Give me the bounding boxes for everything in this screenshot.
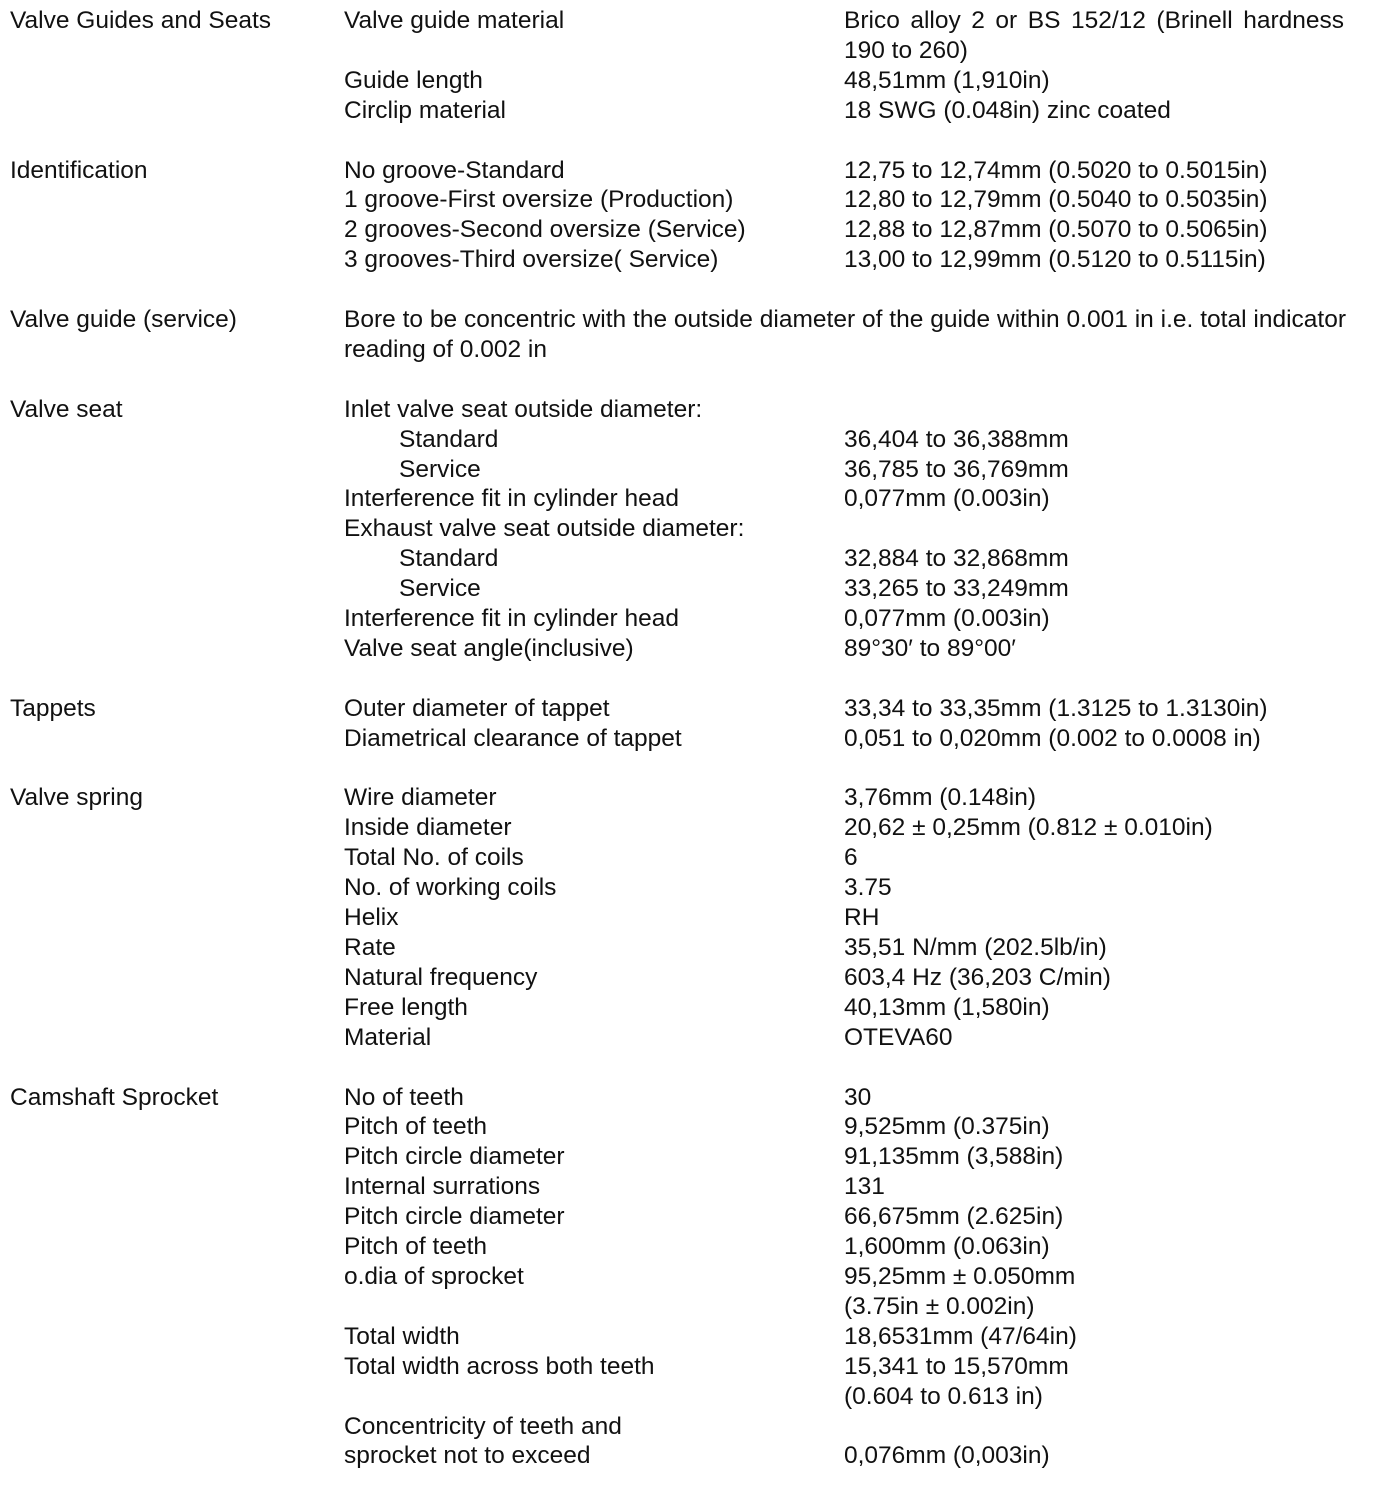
spec-value: 20,62 ± 0,25mm (0.812 ± 0.010in) xyxy=(844,814,1213,842)
spec-label: Material xyxy=(344,1023,432,1051)
spec-value: 12,80 to 12,79mm (0.5040 to 0.5035in) xyxy=(844,186,1268,214)
spec-label: Wire diameter xyxy=(344,784,497,812)
spec-value: 33,265 to 33,249mm xyxy=(844,575,1069,603)
section-identification xyxy=(0,156,1376,276)
spec-row xyxy=(344,156,1376,186)
spec-value xyxy=(844,395,1344,425)
spec-label: Inlet valve seat outside diameter: xyxy=(344,395,703,423)
spec-value: 0,077mm (0.003in) xyxy=(844,485,1050,513)
spec-label: Pitch of teeth xyxy=(344,1233,488,1261)
spec-value: 18,6531mm (47/64in) xyxy=(844,1322,1077,1350)
section-camshaft-sprocket xyxy=(0,1083,1376,1472)
spec-value: 6 xyxy=(844,844,858,872)
spec-value xyxy=(844,1352,1344,1412)
spec-value: 603,4 Hz (36,203 C/min) xyxy=(844,963,1111,991)
spec-row xyxy=(344,1023,1376,1053)
spec-value: 36,404 to 36,388mm xyxy=(844,425,1069,453)
spec-value: Brico alloy 2 or BS 152/12 (Brinell hardness 190 to 260) xyxy=(844,7,1344,64)
spec-row xyxy=(344,1412,1376,1472)
spec-row xyxy=(344,66,1376,96)
spec-label: No groove-Standard xyxy=(344,156,565,184)
section-title: Identification xyxy=(10,156,148,184)
spec-row xyxy=(344,1262,1376,1322)
spec-row xyxy=(344,96,1376,126)
spec-row xyxy=(344,455,1376,485)
spec-value: 12,88 to 12,87mm (0.5070 to 0.5065in) xyxy=(844,216,1268,244)
spec-label-line: Concentricity of teeth and xyxy=(344,1412,622,1440)
spec-value-line: 15,341 to 15,570mm xyxy=(844,1352,1069,1380)
spec-label: Exhaust valve seat outside diameter: xyxy=(344,515,745,543)
spec-value: 30 xyxy=(844,1083,872,1111)
spec-row xyxy=(344,514,1376,544)
spec-value xyxy=(844,1262,1344,1322)
spec-row xyxy=(344,1172,1376,1202)
spec-row xyxy=(344,1083,1376,1113)
spec-label: Service xyxy=(399,455,481,483)
spec-label: Inside diameter xyxy=(344,814,512,842)
spec-label: No of teeth xyxy=(344,1083,464,1111)
spec-value: 35,51 N/mm (202.5lb/in) xyxy=(844,934,1107,962)
spec-row xyxy=(344,634,1376,664)
spec-row xyxy=(344,1232,1376,1262)
spec-label: Circlip material xyxy=(344,96,507,124)
section-title: Valve seat xyxy=(10,395,123,423)
spec-label-line: sprocket not to exceed xyxy=(344,1442,591,1470)
section-title: Valve guide (service) xyxy=(10,306,237,334)
spec-value-line xyxy=(844,1412,1344,1442)
spec-value: 91,135mm (3,588in) xyxy=(844,1143,1064,1171)
spec-row xyxy=(344,544,1376,574)
spec-value-line: 95,25mm ± 0.050mm xyxy=(844,1262,1076,1290)
spec-label: Interference fit in cylinder head xyxy=(344,605,680,633)
spec-label: Standard xyxy=(399,545,499,573)
spec-label: Service xyxy=(399,575,481,603)
spec-row xyxy=(344,873,1376,903)
section-tappets xyxy=(0,694,1376,754)
spec-row xyxy=(344,963,1376,993)
spec-row xyxy=(344,1202,1376,1232)
spec-label: Standard xyxy=(399,425,499,453)
spec-label: Guide length xyxy=(344,66,483,94)
section-valve-spring xyxy=(0,783,1376,1052)
spec-value: OTEVA60 xyxy=(844,1023,953,1051)
spec-label: 3 grooves-Third oversize( Service) xyxy=(344,246,719,274)
spec-row xyxy=(344,813,1376,843)
spec-label: Total width xyxy=(344,1322,460,1350)
spec-row xyxy=(344,903,1376,933)
spec-value: 9,525mm (0.375in) xyxy=(844,1113,1050,1141)
spec-label: Valve guide material xyxy=(344,7,565,34)
spec-value: 36,785 to 36,769mm xyxy=(844,455,1069,483)
spec-label: No. of working coils xyxy=(344,874,557,902)
spec-value: 131 xyxy=(844,1173,885,1201)
section-valve-seat xyxy=(0,395,1376,664)
spec-label: Free length xyxy=(344,993,468,1021)
spec-row xyxy=(344,574,1376,604)
spec-row xyxy=(344,604,1376,634)
spec-label xyxy=(344,1412,844,1472)
spec-value-line: (0.604 to 0.613 in) xyxy=(844,1382,1043,1410)
spec-row xyxy=(344,1352,1376,1412)
spec-row xyxy=(344,484,1376,514)
spec-label: Diametrical clearance of tappet xyxy=(344,724,682,752)
spec-value: 0,077mm (0.003in) xyxy=(844,605,1050,633)
spec-label: Internal surrations xyxy=(344,1173,541,1201)
spec-value: 1,600mm (0.063in) xyxy=(844,1233,1050,1261)
spec-row xyxy=(344,245,1376,275)
spec-label: Outer diameter of tappet xyxy=(344,694,610,722)
spec-value-line: (3.75in ± 0.002in) xyxy=(844,1292,1035,1320)
spec-value: 32,884 to 32,868mm xyxy=(844,545,1069,573)
spec-row xyxy=(344,395,1376,425)
spec-value-line: 0,076mm (0,003in) xyxy=(844,1442,1050,1470)
spec-note: Bore to be concentric with the outside diameter of the guide within 0.001 in i.e. total indicator reading of 0.002 in xyxy=(344,306,1346,363)
section-title: Valve spring xyxy=(10,784,144,812)
spec-label: Total No. of coils xyxy=(344,844,524,872)
spec-row xyxy=(344,1322,1376,1352)
spec-value: 40,13mm (1,580in) xyxy=(844,993,1050,1021)
spec-label: Pitch of teeth xyxy=(344,1113,488,1141)
spec-value: 89°30′ to 89°00′ xyxy=(844,634,1016,662)
spec-label: Pitch circle diameter xyxy=(344,1203,565,1231)
spec-label: 2 grooves-Second oversize (Service) xyxy=(344,216,746,244)
spec-label: Interference fit in cylinder head xyxy=(344,485,680,513)
spec-label: o.dia of sprocket xyxy=(344,1262,524,1290)
spec-label: 1 groove-First oversize (Production) xyxy=(344,186,734,214)
spec-value: 13,00 to 12,99mm (0.5120 to 0.5115in) xyxy=(844,246,1266,274)
spec-row xyxy=(344,783,1376,813)
spec-row xyxy=(344,1142,1376,1172)
spec-label: Rate xyxy=(344,934,396,962)
spec-label: Pitch circle diameter xyxy=(344,1143,565,1171)
spec-value xyxy=(844,514,1344,544)
spec-row xyxy=(344,843,1376,873)
section-title: Camshaft Sprocket xyxy=(10,1083,219,1111)
section-title: Valve Guides and Seats xyxy=(10,7,272,34)
spec-value: 18 SWG (0.048in) zinc coated xyxy=(844,96,1171,124)
spec-row xyxy=(344,185,1376,215)
spec-value: 3,76mm (0.148in) xyxy=(844,784,1037,812)
spec-row xyxy=(344,6,1376,66)
spec-row xyxy=(344,1112,1376,1142)
spec-label: Helix xyxy=(344,904,399,932)
section-valve-guide-service xyxy=(0,305,1376,365)
spec-label: Valve seat angle(inclusive) xyxy=(344,634,634,662)
section-title: Tappets xyxy=(10,694,96,722)
spec-label: Natural frequency xyxy=(344,963,538,991)
spec-row xyxy=(344,694,1376,724)
spec-value: 48,51mm (1,910in) xyxy=(844,66,1050,94)
section-valve-guides-and-seats xyxy=(0,6,1376,126)
spec-row xyxy=(344,993,1376,1023)
spec-label: Total width across both teeth xyxy=(344,1352,655,1380)
spec-value: 3.75 xyxy=(844,874,892,902)
spec-row xyxy=(344,425,1376,455)
spec-row xyxy=(344,724,1376,754)
spec-row xyxy=(344,215,1376,245)
spec-value: RH xyxy=(844,904,880,932)
spec-value: 12,75 to 12,74mm (0.5020 to 0.5015in) xyxy=(844,156,1268,184)
spec-value: 66,675mm (2.625in) xyxy=(844,1203,1064,1231)
spec-value xyxy=(844,1412,1344,1472)
spec-value: 33,34 to 33,35mm (1.3125 to 1.3130in) xyxy=(844,694,1268,722)
spec-value: 0,051 to 0,020mm (0.002 to 0.0008 in) xyxy=(844,724,1261,752)
spec-row xyxy=(344,933,1376,963)
